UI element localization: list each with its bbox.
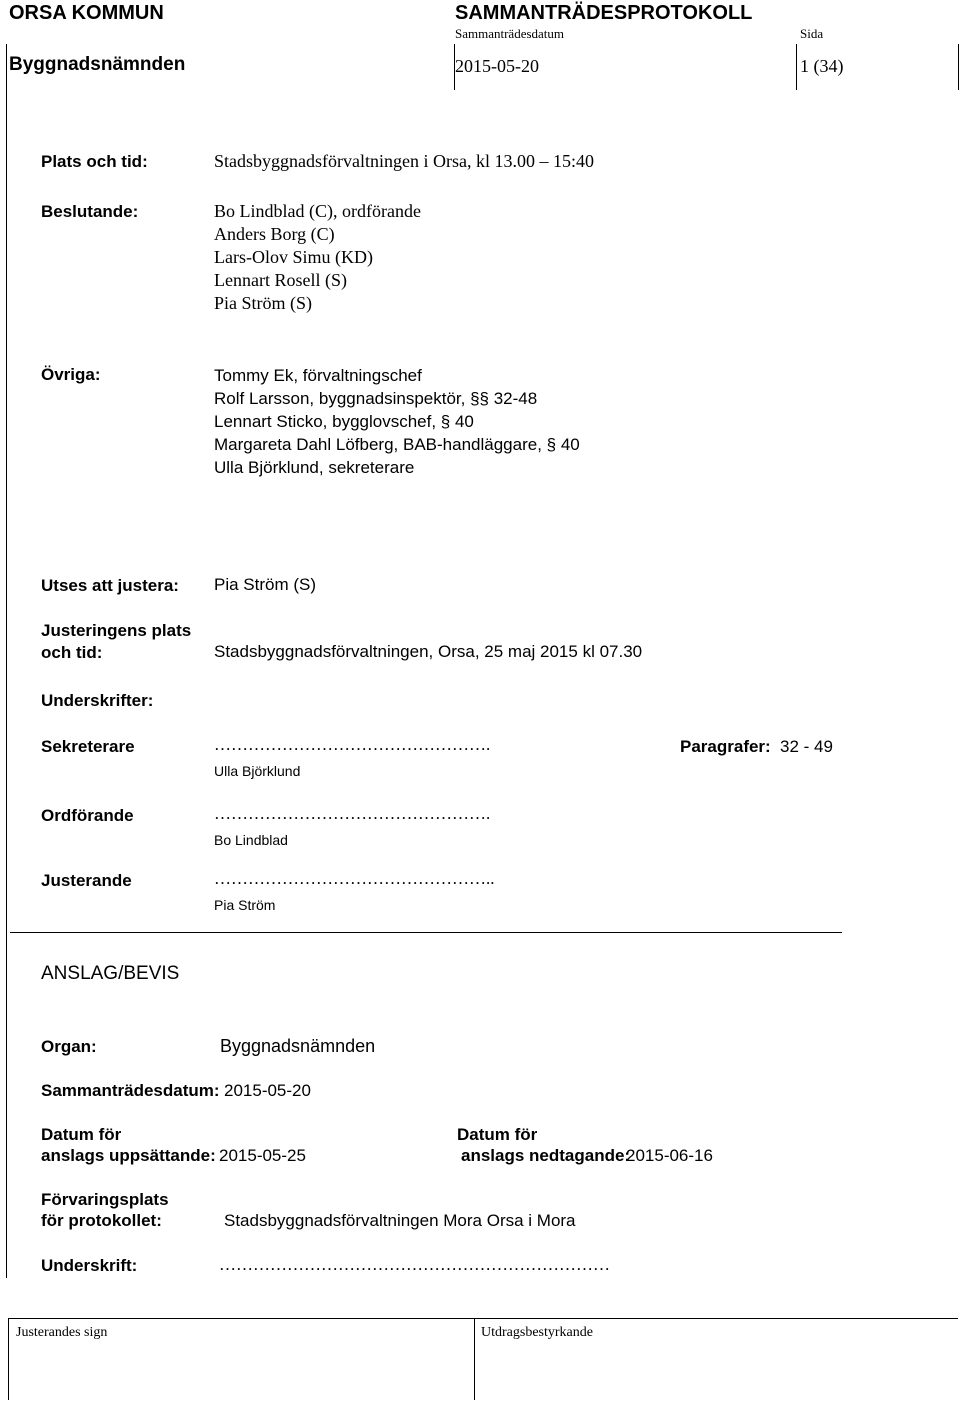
- header-divider-3: [958, 44, 959, 90]
- page-label: Sida: [800, 26, 824, 41]
- deciding-member: Pia Ström (S): [214, 293, 313, 313]
- committee-name: Byggnadsnämnden: [9, 54, 186, 75]
- posted-label-2: anslags uppsättande:: [41, 1146, 216, 1165]
- storage-label-1: Förvaringsplats: [41, 1190, 169, 1209]
- other-attendee: Ulla Björklund, sekreterare: [214, 458, 415, 477]
- deciding-member: Bo Lindblad (C), ordförande: [214, 201, 421, 221]
- posted-label-1: Datum för: [41, 1125, 122, 1144]
- adjuster-label: Utses att justera:: [41, 576, 179, 595]
- adjuster-sign-label: Justerande: [41, 871, 132, 890]
- meeting-date-label: Sammanträdesdatum:: [41, 1081, 220, 1100]
- footer-adjuster-sign: Justerandes sign: [16, 1325, 108, 1340]
- place-value: Stadsbyggnadsförvaltningen i Orsa, kl 13.00 – 15:40: [214, 151, 594, 171]
- adjuster-name: Pia Ström: [214, 897, 276, 913]
- adjust-place-label-2: och tid:: [41, 643, 103, 662]
- other-attendee: Margareta Dahl Löfberg, BAB-handläggare, § 40: [214, 435, 580, 454]
- other-attendee: Rolf Larsson, byggnadsinspektör, §§ 32-48: [214, 389, 538, 408]
- footer-top-rule: [8, 1318, 958, 1319]
- footer-middle-rule: [474, 1318, 475, 1400]
- secretary-signature-line: ………………………………………….: [214, 735, 491, 754]
- storage-label-2: för protokollet:: [41, 1211, 162, 1230]
- deciding-member: Lars-Olov Simu (KD): [214, 247, 373, 267]
- adjust-place-label-1: Justeringens plats: [41, 621, 192, 640]
- deciding-member: Lennart Rosell (S): [214, 270, 347, 290]
- storage-value: Stadsbyggnadsförvaltningen Mora Orsa i Mora: [224, 1211, 576, 1230]
- adjuster-value: Pia Ström (S): [214, 575, 317, 594]
- secretary-label: Sekreterare: [41, 737, 135, 756]
- organ-value: Byggnadsnämnden: [220, 1036, 376, 1056]
- removed-label-2: anslags nedtagande:: [461, 1146, 631, 1165]
- left-margin-rule: [6, 44, 7, 1278]
- others-list: [214, 364, 580, 479]
- chair-name: Bo Lindblad: [214, 832, 288, 848]
- signatures-label: Underskrifter:: [41, 691, 154, 710]
- paragraphs-value: 32 - 49: [780, 737, 833, 756]
- posted-value: 2015-05-25: [219, 1146, 306, 1165]
- header-divider-1: [454, 44, 455, 90]
- notice-signature-line: ……………………………………………………………: [219, 1255, 610, 1274]
- footer-certification: Utdragsbestyrkande: [481, 1325, 593, 1340]
- section-divider: [10, 932, 842, 933]
- adjuster-signature-line: …………………………………………..: [214, 869, 495, 888]
- header-divider-2: [796, 44, 797, 90]
- adjust-place-value: Stadsbyggnadsförvaltningen, Orsa, 25 maj 2015 kl 07.30: [214, 642, 643, 661]
- others-label: Övriga:: [41, 365, 101, 384]
- deciding-label: Beslutande:: [41, 202, 139, 221]
- footer-left-rule: [8, 1318, 9, 1400]
- notice-signature-label: Underskrift:: [41, 1256, 138, 1275]
- secretary-name: Ulla Björklund: [214, 763, 301, 779]
- place-label: Plats och tid:: [41, 152, 148, 171]
- document-type: SAMMANTRÄDESPROTOKOLL: [455, 2, 753, 24]
- deciding-member: Anders Borg (C): [214, 224, 335, 244]
- notice-title: ANSLAG/BEVIS: [41, 963, 180, 984]
- page-number: 1 (34): [800, 56, 844, 76]
- chair-label: Ordförande: [41, 806, 134, 825]
- meeting-date: 2015-05-20: [455, 56, 539, 76]
- deciding-list: [214, 200, 421, 315]
- other-attendee: Tommy Ek, förvaltningschef: [214, 366, 422, 385]
- removed-value: 2015-06-16: [626, 1146, 713, 1165]
- other-attendee: Lennart Sticko, bygglovschef, § 40: [214, 412, 474, 431]
- municipality-name: ORSA KOMMUN: [9, 2, 164, 24]
- removed-label-1: Datum för: [457, 1125, 538, 1144]
- meeting-date-value: 2015-05-20: [224, 1081, 311, 1100]
- organ-label: Organ:: [41, 1037, 97, 1056]
- chair-signature-line: ………………………………………….: [214, 804, 491, 823]
- date-label: Sammanträdesdatum: [455, 26, 565, 41]
- paragraphs-label: Paragrafer:: [680, 737, 771, 756]
